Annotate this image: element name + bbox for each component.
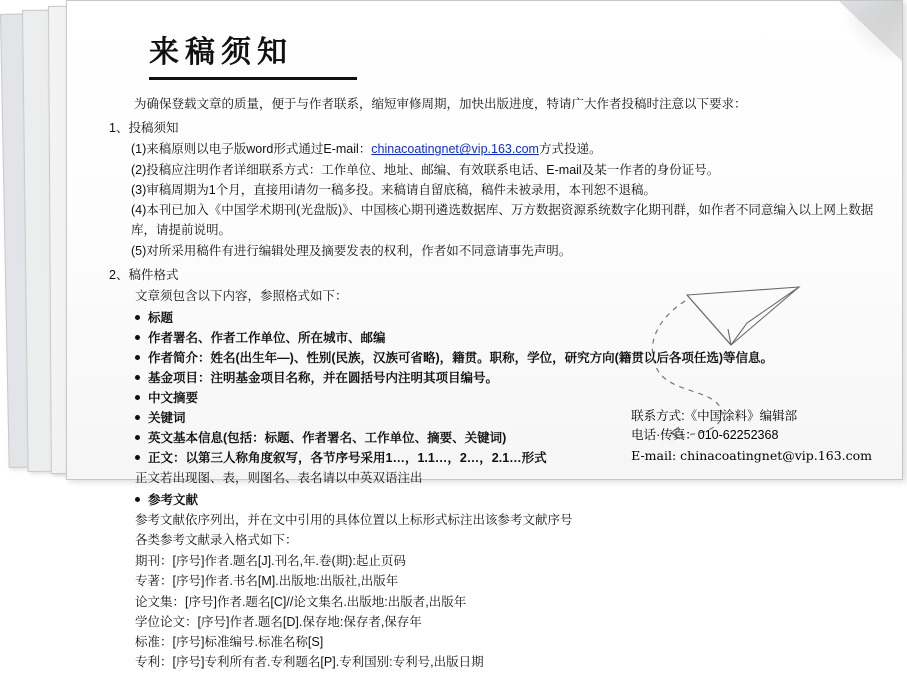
- document-content: [67, 1, 902, 673]
- title-underline: [149, 77, 357, 80]
- list-item: 中文摘要: [135, 388, 876, 408]
- reference-format-book: 专著：[序号]作者.书名[M].出版地:出版社,出版年: [135, 574, 399, 589]
- section-2-lead: 文章须包含以下内容，参照格式如下：: [135, 289, 348, 303]
- reference-format-thesis: 学位论文：[序号]作者.题名[D].保存地:保存者,保存年: [135, 614, 422, 629]
- reference-format-journal: 期刊：[序号]作者.题名[J].刊名,年.卷(期):起止页码: [135, 554, 406, 568]
- section-1-item-3: (3)审稿周期为1个月，直接用i请勿一稿多投。来稿请自留底稿，稿件未被录用，本刊恕不退稿。: [131, 182, 657, 197]
- document-page: [66, 0, 903, 670]
- reference-lead-1: 参考文献依序列出，并在文中引用的具体位置以上标形式标注出该参考文献序号: [135, 513, 573, 527]
- section-2-heading: [109, 265, 876, 285]
- intro-paragraph: 为确保登载文章的质量，便于与作者联系，缩短审修周期，加快出版进度，特请广大作者投稿时注意以下要求：: [134, 97, 747, 111]
- contact-email: [631, 446, 872, 465]
- list-item: 作者简介：姓名(出生年—)、性别(民族，汉族可省略)，籍贯。职称，学位，研究方向(籍贯以后各项任选)等信息。: [135, 348, 876, 368]
- section-1-item-4: (4)本刊已加入《中国学术期刊(光盘版)》、中国核心期刊遴选数据库、万方数据资源系统数字化期刊群，如作者不同意编入以上网上数据库，请提前说明。: [131, 203, 874, 238]
- figure-table-note: 正文若出现图、表，则图名、表名请以中英双语注出: [135, 471, 423, 485]
- list-item: 正文：以第三人称角度叙写，各节序号采用1…，1.1…，2…，2.1…形式: [135, 448, 876, 468]
- reference-format-standard: 标准：[序号]标准编号.标准名称[S]: [135, 635, 324, 649]
- section-1-item-1: [131, 139, 876, 159]
- list-item: 参考文献: [135, 490, 876, 510]
- contact-email-value: chinacoatingnet@vip.163.com: [680, 447, 872, 463]
- section-1-heading: [109, 118, 876, 138]
- contact-email-label: E-mail:: [631, 447, 677, 463]
- contact-editorial-office: 联系方式:《中国涂料》编辑部: [631, 408, 798, 423]
- list-item: 基金项目：注明基金项目名称，并在圆括号内注明其项目编号。: [135, 368, 876, 388]
- section-2-title: 稿件格式: [128, 267, 179, 282]
- list-item: 英文基本信息(包括：标题、作者署名、工作单位、摘要、关键词): [135, 428, 876, 448]
- reference-bullet: [135, 490, 876, 510]
- list-item: 关键词: [135, 408, 876, 428]
- contact-phone-fax: 电话·传真：010-62252368: [631, 428, 779, 443]
- section-1: [109, 118, 876, 261]
- section-1-number: 1、: [109, 121, 129, 135]
- section-2: [109, 265, 876, 673]
- section-1-title: 投稿须知: [128, 121, 179, 135]
- section-1-item-1-text: (1)来稿原则以电子版word形式通过E-mail：: [131, 142, 372, 157]
- section-2-number: 2、: [109, 267, 129, 282]
- page-title: 来稿须知: [149, 35, 293, 70]
- submission-email-link[interactable]: chinacoatingnet@vip.163.com: [371, 142, 539, 157]
- reference-format-proceedings: 论文集：[序号]作者.题名[C]//论文集名.出版地:出版者,出版年: [135, 594, 467, 609]
- list-item: 作者署名、作者工作单位、所在城市、邮编: [135, 328, 876, 348]
- contact-block: [631, 407, 872, 465]
- section-1-item-1-tail: 方式投递。: [538, 142, 602, 157]
- section-1-item-5: (5)对所采用稿件有进行编辑处理及摘要发表的权利，作者如不同意请事先声明。: [131, 243, 572, 258]
- reference-format-list: [135, 551, 876, 673]
- list-item: 标题: [135, 308, 876, 328]
- section-1-item-2: (2)投稿应注明作者详细联系方式：工作单位、地址、邮编、有效联系电话、E-mail及某一作者的身份证号。: [131, 162, 720, 177]
- reference-lead-2: 各类参考文献录入格式如下：: [135, 533, 298, 547]
- reference-format-patent: 专利：[序号]专利所有者.专利题名[P].专利国别:专利号,出版日期: [135, 655, 484, 670]
